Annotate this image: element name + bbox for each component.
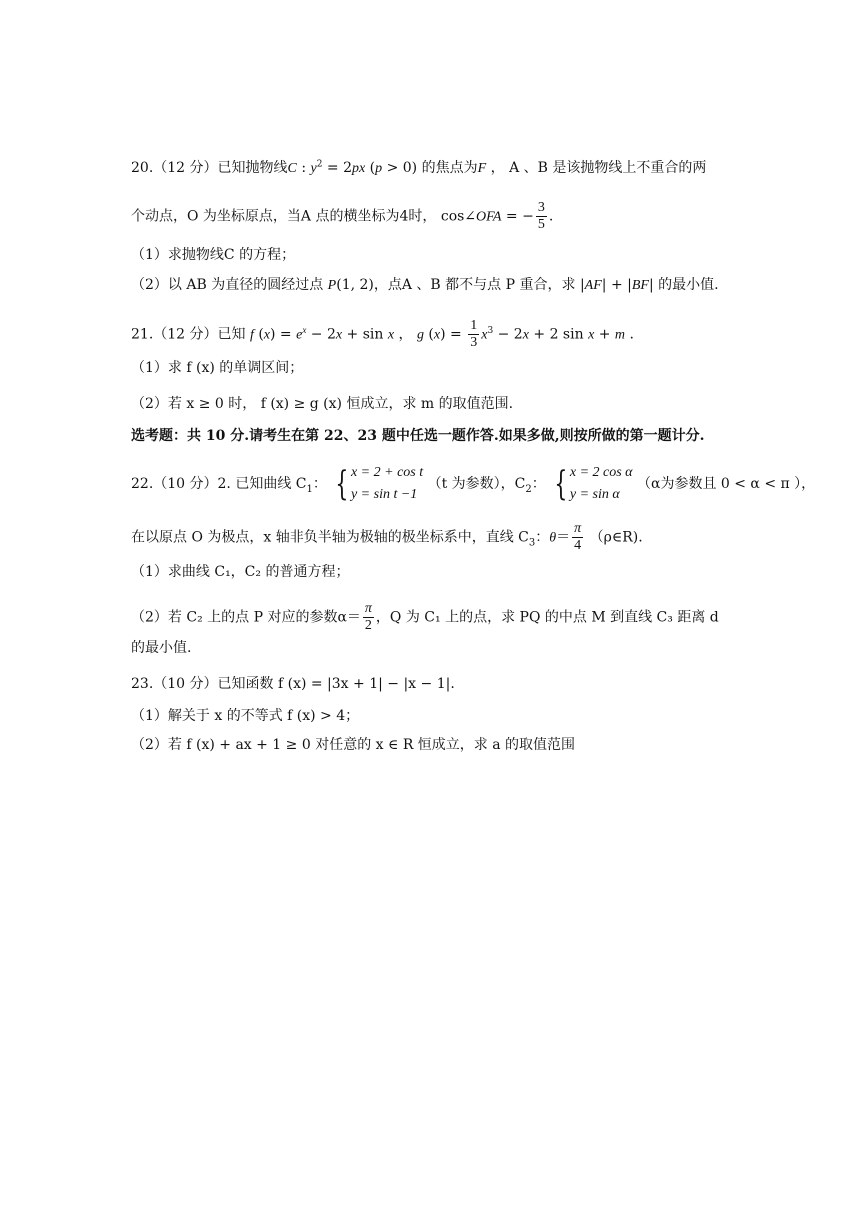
q23-part2: （2）若 f (x) + ax + 1 ≥ 0 对任意的 x ∈ R 恒成立，求 a 的取值范围 bbox=[131, 737, 576, 753]
q21-part1: （1）求 f (x) 的单调区间； bbox=[131, 360, 304, 376]
q23-part1: （1）解关于 x 的不等式 f (x) > 4； bbox=[131, 708, 360, 724]
q22-stem: 22.（10 分）2. 已知曲线 $C_1$： { x = 2 + cos t y = sin t −1 （t 为参数），$C_2$： { x = 2 cos α y = sin α （α为参数且 0 < α < π ）， bbox=[131, 464, 816, 504]
q21-stem: 21.（12 分）已知 f $(x) = e^x - 2x + \sin x$ ， g (x) = $\frac{1}{3}$ $x^3 - 2x + 2$ sin x + m . bbox=[131, 318, 634, 350]
q20-line2: 个动点，O 为坐标原点，当A 点的横坐标为4时， cos∠OFA = − $\frac{3}{5}$ . bbox=[131, 200, 554, 232]
q22-part1: （1）求曲线 C₁，C₂ 的普通方程； bbox=[131, 564, 350, 580]
q20-part2: （2）以 AB 为直径的圆经过点 P(1, 2)，点A 、B 都不与点 P 重合，求 |AF| + |BF| 的最小值. bbox=[131, 277, 719, 293]
elective-note: 选考题：共 10 分.请考生在第 22、23 题中任选一题作答.如果多做,则按所做的第一题计分. bbox=[131, 428, 705, 444]
q20-stem: 20.（12 分）已知抛物线C : $y^2 = 2px$ (p > 0) 的焦点为F ， A 、B 是该抛物线上不重合的两 bbox=[131, 159, 707, 176]
q22-line2: 在以原点 O 为极点，x 轴非负半轴为极轴的极坐标系中，直线 $C_3$：θ＝ $\frac{\pi}{4}$ （ρ∈R). bbox=[131, 521, 643, 553]
q20-part1: （1）求抛物线C 的方程； bbox=[131, 247, 296, 263]
q22-part2: （2）若 C₂ 上的点 P 对应的参数α＝ $\frac{\pi}{2}$ ，Q 为 C₁ 上的点，求 PQ 的中点 M 到直线 C₃ 距离 d bbox=[131, 601, 719, 633]
c1-system: { x = 2 + cos t y = sin t −1 bbox=[335, 464, 424, 504]
q21-part2: （2）若 x ≥ 0 时， f (x) ≥ g (x) 恒成立，求 m 的取值范围. bbox=[131, 396, 514, 412]
q22-part2-cont: 的最小值. bbox=[131, 640, 192, 656]
q23-stem: 23.（10 分）已知函数 f (x) = |3x + 1| − |x − 1|. bbox=[131, 676, 455, 692]
c2-system: { x = 2 cos α y = sin α bbox=[554, 464, 633, 504]
